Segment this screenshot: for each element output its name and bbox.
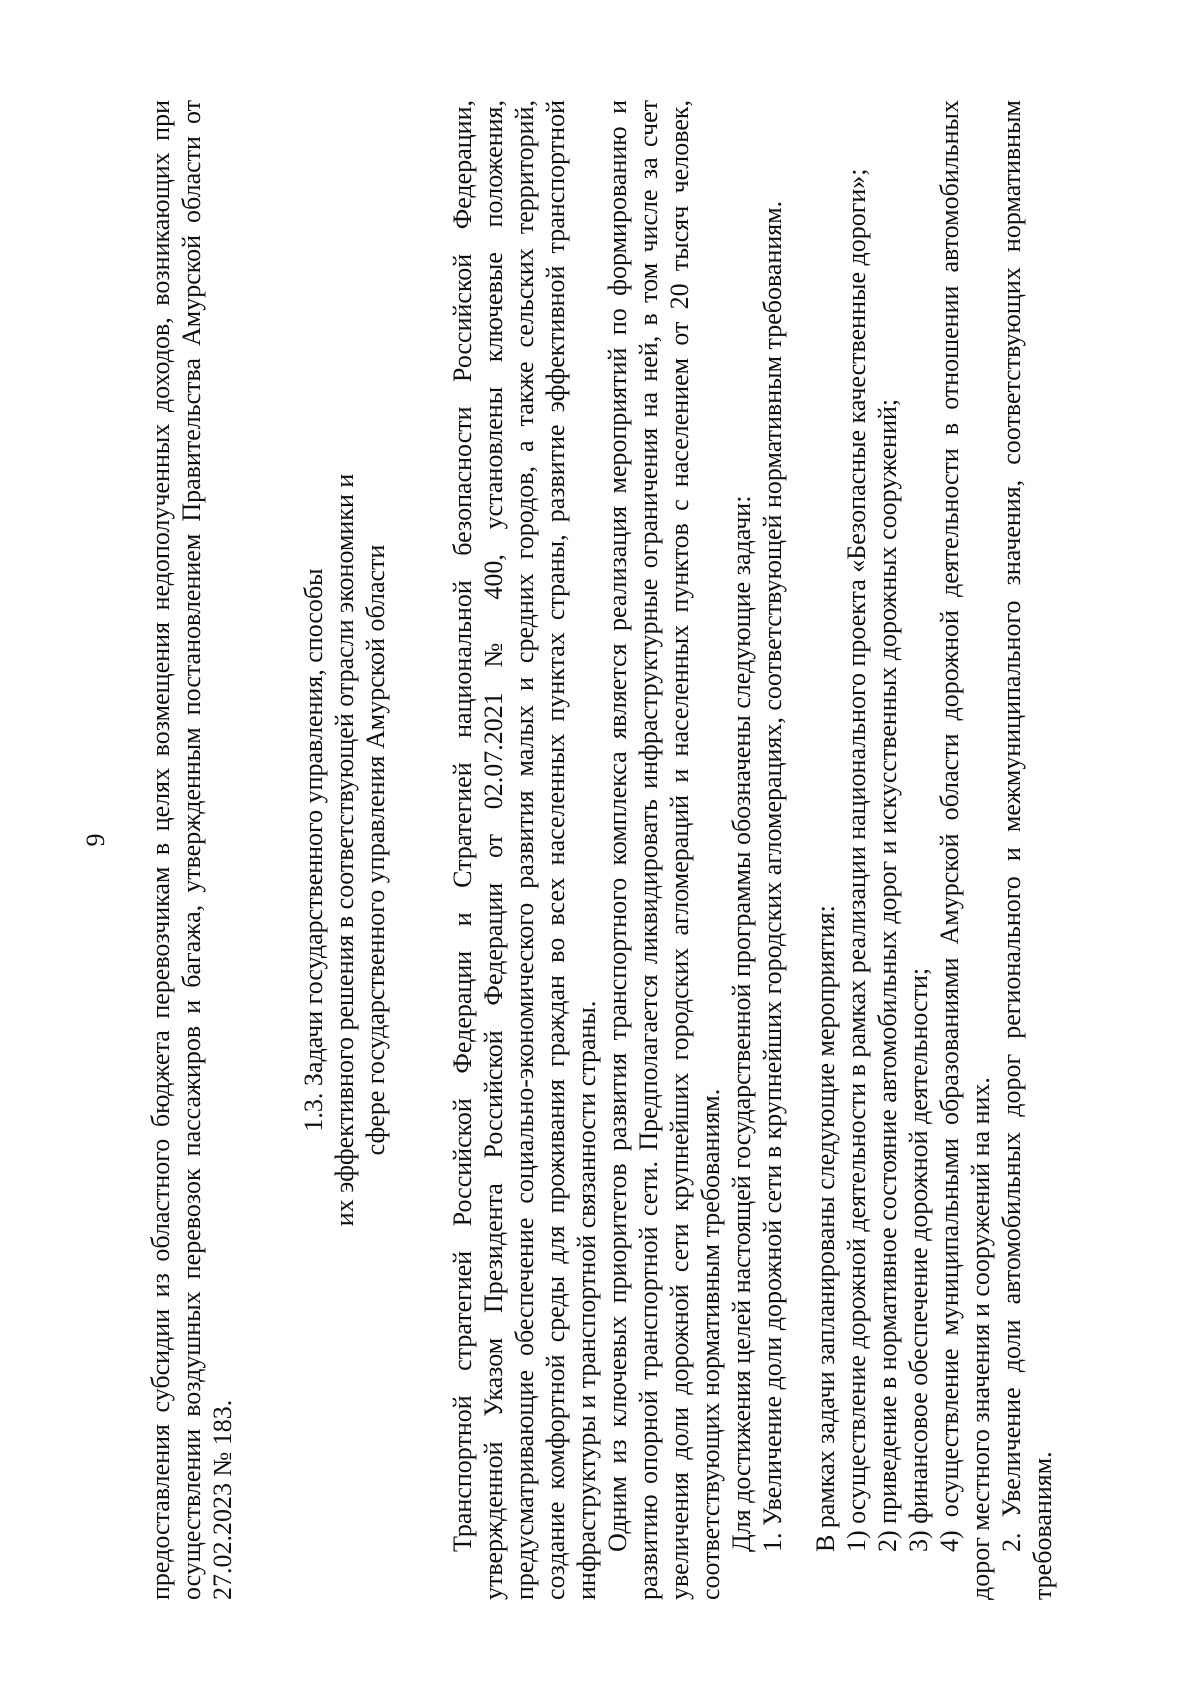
rotated-document-page (80, 100, 1080, 1600)
section-title-line-2: их эффективного решения в соответствующей отрасли экономики и (330, 473, 359, 1227)
measure-item: 2) приведение в нормативное состояние автомобильных дорог и искусственных дорожных сооружений; (873, 398, 902, 1552)
measure-item: 3) финансовое обеспечение дорожной деятельности; (904, 967, 933, 1552)
paragraph-priorities: Одним из ключевых приоритетов развития транспортного комплекса является реализация мероприятий по формированию и развитию опорной транспортной сети. Предполагается ликвидировать инфраструктурные ограничения на ней, в том числе за счет увеличения доли дорожной сети крупнейших городских агломераций и населенных пунктов с населением от 20 тысяч человек, соответствующих нормативным требованиям. (603, 100, 725, 1600)
measure-item: 1) осуществление дорожной деятельности в рамках реализации национального проекта «Безопасные качественные дороги»; (842, 168, 871, 1552)
section-title (298, 100, 391, 1600)
measures-intro: В рамках задачи запланированы следующие мероприятия: (811, 905, 840, 1552)
intro-paragraph: предоставления субсидии из областного бюджета перевозчикам в целях возмещения недополученных доходов, возникающих при осуществлении воздушных перевозок пассажиров и багажа, утвержденным постановлением Правительства Амурской области от 27.02.2023 № 183. (146, 100, 237, 1600)
paragraph-tasks-intro: Для достижения целей настоящей государственной программы обозначены следующие задачи: (727, 495, 756, 1552)
paragraph-task-one: 1. Увеличение доли дорожной сети в крупнейших городских агломерациях, соответствующей нормативным требованиям. (758, 200, 787, 1552)
section-title-line-3: сфере государственного управления Амурской области (361, 544, 390, 1156)
spacer (788, 100, 810, 1600)
page-number: 9 (81, 833, 110, 847)
measure-item: 4) осуществление муниципальными образованиями Амурской области дорожной деятельности в отношении автомобильных дорог местного значения и сооружений на них. (935, 100, 995, 1600)
paragraph-task-two: 2. Увеличение доли автомобильных дорог регионального и межмуниципального значения, соответствующих нормативным требованиям. (997, 100, 1057, 1600)
paragraph-strategy: Транспортной стратегией Российской Федерации и Стратегией национальной безопасности Российской Федерации, утвержденной Указом Президента Российской Федерации от 02.07.2021 № 400, установлены ключевые положения, предусматривающие обеспечение социально-экономического развития малых и средних городов, а также сельских территорий, создание комфортной среды для проживания граждан во всех населенных пунктах страны, развитие эффективной транспортной инфраструктуры и транспортной связанности страны. (448, 100, 601, 1600)
section-title-line-1: 1.3. Задачи государственного управления, способы (299, 568, 328, 1132)
